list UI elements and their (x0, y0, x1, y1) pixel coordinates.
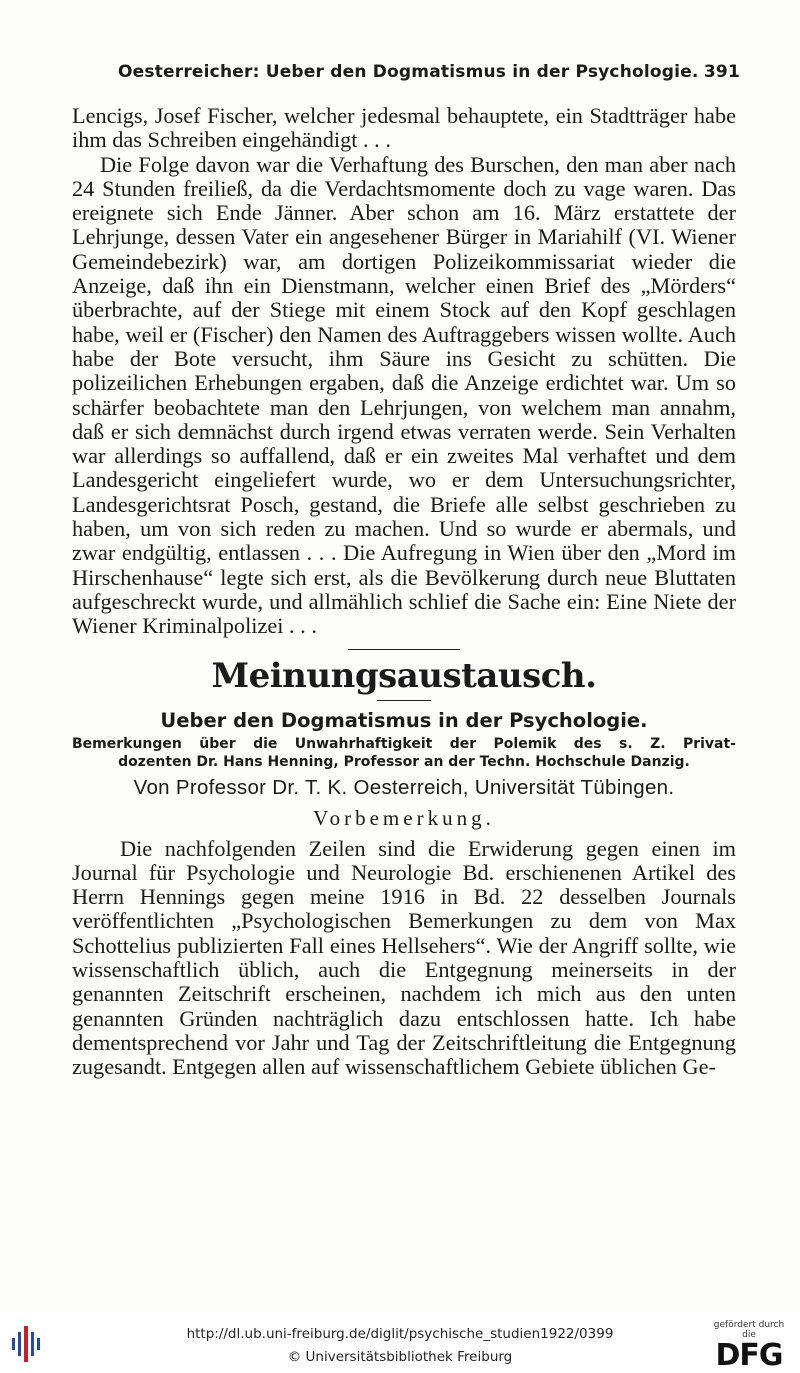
running-title: Oesterreicher: Ueber den Dogmatismus in der Psychologie. (118, 62, 699, 82)
subtitle-line: dozenten Dr. Hans Henning, Professor an der Techn. Hochschule Danzig. (118, 753, 690, 770)
page-number: 391 (703, 62, 740, 82)
dfg-logo (706, 1320, 792, 1372)
funding-note: gefördert durch die (713, 1320, 785, 1340)
article-paragraph: Die nachfolgenden Zeilen sind die Erwiderung gegen einen im Journal für Psychologie und Neurologie Bd. erschienenen Artikel des Herrn Hennings gegen meine 1916 in Bd. 22 desselben Journals veröffentlichten „Psychologischen Bemerkungen zu dem von Max Schottelius publizierten Fall eines Hellsehers“. Wie der Angriff sollte, wie wissenschaftlich üblich, auch die Entgegnung meinerseits in der genannten Zeitschrift erscheinen, nachdem ich mich aus den unten genannten Gründen nachträglich dazu entschlossen hatte. Ich habe dementsprechend vor Jahr und Tag der Zeitschriftleitung die Entgegnung zugesandt. Entgegen allen auf wissenschaftlichem Gebiete üblichen Ge- (72, 835, 736, 1080)
body-paragraph: Die Folge davon war die Verhaftung des Burschen, den man aber nach 24 Stunden freiließ, da die Verdachtsmomente doch zu vage waren. Das ereignete sich Ende Jänner. Aber schon am 16. März erstattete der Lehrjunge, dessen Vater ein angesehener Bürger in Mariahilf (VI. Wiener Gemeindebezirk) war, am dortigen Polizeikommissariat wieder die Anzeige, daß ihn ein Dienstmann, welcher einen Brief des „Mörders“ überbrachte, auf der Stiege mit einem Stock auf den Kopf geschlagen habe, weil er (Fischer) den Namen des Auftraggebers wissen wollte. Auch habe der Bote versucht, ihm Säure ins Gesicht zu schütten. Die polizeilichen Erhebungen ergaben, daß die Anzeige erdichtet war. Um so schärfer beobachtete man den Lehrjungen, von welchem man annahm, daß er sich demnächst durch irgend etwas verraten werde. Sein Verhalten war allerdings so auffallend, daß er ein zweites Mal verhaftet und dem Landesgericht eingeliefert wurde, wo er dem Untersuchungsrichter, Landesgerichtsrat Posch, gestand, die Briefe alle selbst geschrieben zu haben, um von sich reden zu machen. Und so wurde er abermals, und zwar endgültig, entlassen . . . Die Aufregung in Wien über den „Mord im Hirschenhause“ legte sich erst, als die Bevölkerung durch neue Bluttaten aufgeschreckt wurde, und allmählich schlief die Sache ein: Eine Niete der Wiener Kriminalpolizei . . . (72, 151, 736, 639)
section-title: Meinungsaustausch. (211, 655, 597, 696)
running-header (118, 62, 740, 82)
preliminary-heading: Vorbemerkung. (313, 805, 495, 830)
continuation-paragraph: Lencigs, Josef Fischer, welcher jedesmal behauptete, ein Stadtträger habe ihm das Schreiben eingehändigt . . . (72, 103, 736, 153)
copyright-notice: © Universitätsbibliothek Freiburg (287, 1349, 513, 1365)
source-url[interactable]: http://dl.ub.uni-freiburg.de/diglit/psychische_studien1922/0399 (186, 1326, 614, 1342)
article-author: Von Professor Dr. T. K. Oesterreich, Universität Tübingen. (133, 775, 675, 799)
article-title: Ueber den Dogmatismus in der Psychologie. (160, 708, 648, 732)
subtitle-line: Bemerkungen über die Unwahrhaftigkeit der Polemik des s. Z. Privat- (72, 735, 736, 752)
body-text (72, 104, 736, 1080)
divider-rule (348, 649, 460, 650)
divider-rule-short (377, 700, 431, 701)
dfg-logo-text: DFG (715, 1338, 783, 1373)
viewer-footer (0, 1312, 800, 1372)
article-subtitle (72, 735, 736, 771)
